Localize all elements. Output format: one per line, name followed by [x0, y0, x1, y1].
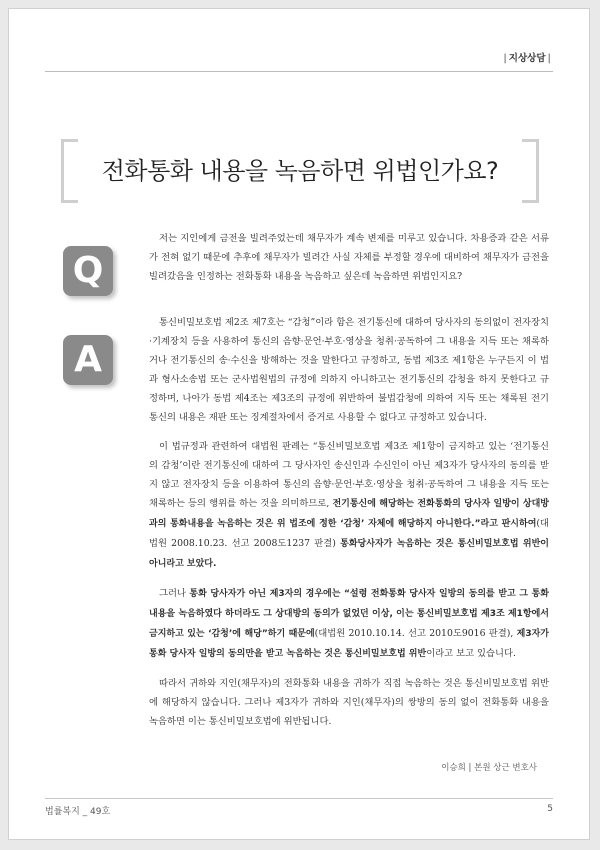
question-text — [149, 229, 549, 296]
page-title: 전화통화 내용을 녹음하면 위법인가요? — [101, 157, 499, 185]
p2-holding: 전기통신에 해당하는 전화통화의 당사자 일방이 상대방과의 통화내용을 녹음하는 것은 위 법조에 정한 ‘감청’ 자체에 해당하지 아니한다. — [149, 499, 549, 529]
author-credit: 이승희 | 본원 상근 변호사 — [441, 763, 537, 773]
answer-paragraph-2 — [149, 437, 549, 574]
answer-paragraph-4: 따라서 귀하와 지인(채무자)의 전화통화 내용을 귀하가 직접 녹음하는 것은 통신비밀보호법 위반에 해당하지 않습니다. 그러나 제3자가 귀하와 지인(채무자)의 쌍방의 동의 없이 전화통화 내용을 녹음하면 이는 통신비밀보호법에 위반됩니다. — [149, 678, 549, 727]
document-page — [8, 8, 590, 840]
answer-badge: A — [63, 335, 113, 385]
footer-divider — [45, 798, 553, 799]
p3-end: 이라고 보고 있습니다. — [426, 648, 516, 659]
p3-citation: (대법원 2010.10.14. 선고 2010도9016 판결), — [314, 628, 514, 639]
p3-holding: 통화 당사자가 아닌 제3자의 경우에는 “설령 전화통화 당사자 일방의 동의를 받고 그 통화내용을 녹음하였다 하더라도 그 상대방의 동의가 없었던 이상, 이는 통신비밀보호법 제3조 제1항에서 금지하고 있는 ‘감청’에 해당”하기 때문에 — [149, 589, 549, 639]
section-tag: | 지상상담 | — [503, 53, 551, 64]
right-bracket — [522, 139, 539, 203]
p2-conclusion: 통화당사자가 녹음하는 것은 통신비밀보호법 위반이 아니라고 보았다. — [149, 539, 549, 569]
answer-paragraph-3 — [149, 584, 549, 664]
answer-paragraph-1: 통신비밀보호법 제2조 제7호는 “감청”이라 함은 전기통신에 대하여 당사자의 동의없이 전자장치·기계장치 등을 사용하여 통신의 음향·문언·부호·영상을 청취·공독하여 그 내용을 지득 또는 채록하거나 전기통신의 송·수신을 방해하는 것을 말한다고 규정하고, 동법 제3조 제1항은 누구든지 이 법과 형사소송법 또는 군사법원법의 규정에 의하지 아니하고는 전기통신의 감청을 하지 못한다고 규정하며, 나아가 동법 제4조는 제3조의 규정에 위반하여 불법감청에 의하여 지득 또는 채록된 전기통신의 내용은 재판 또는 징계절차에서 증거로 사용할 수 없다고 규정하고 있습니다. — [149, 317, 549, 423]
p2-intro: 이 법규정과 관련하여 대법원 판례는 “통신비밀보호법 제3조 제1항이 금지하고 있는 ‘전기통신의 감청’이란 전기통신에 대하여 그 당사자인 송신인과 수신인이 아닌 제3자가 당사자의 동의를 받지 않고 전자장치 등을 이용하여 통신의 음향·문언·부호·영상을 청취·공독하여 그 내용을 지득 또는 채록하는 등의 행위를 하는 것을 의미하므로, — [149, 441, 549, 509]
p3-conclusion: 제3자가 통화 당사자 일방의 동의만을 받고 녹음하는 것은 통신비밀보호법 위반 — [149, 629, 549, 659]
p3-intro: 그러나 — [159, 588, 186, 599]
question-badge: Q — [63, 246, 113, 296]
p2-quote-close: ”라고 판시하여 — [474, 519, 537, 529]
question-paragraph: 저는 지인에게 금전을 빌려주었는데 채무자가 계속 변제를 미루고 있습니다. 차용증과 같은 서류가 전혀 없기 때문에 추후에 채무자가 빌려간 사실 자체를 부정할 경우에 대비하여 채무자가 금전을 빌려갔음을 인정하는 전화통화 내용을 녹음하고 싶은데 녹음하면 위법인지요? — [149, 233, 549, 282]
p2-citation: (대법원 2008.10.23. 선고 2008도1237 판결) — [149, 518, 549, 549]
section-label: 지상상담 — [508, 53, 546, 64]
page-number: 5 — [547, 804, 553, 814]
answer-text — [149, 313, 549, 741]
header-divider — [45, 71, 553, 72]
title-block — [61, 139, 539, 199]
publication-name: 법률복지 _ 49호 — [45, 807, 111, 817]
